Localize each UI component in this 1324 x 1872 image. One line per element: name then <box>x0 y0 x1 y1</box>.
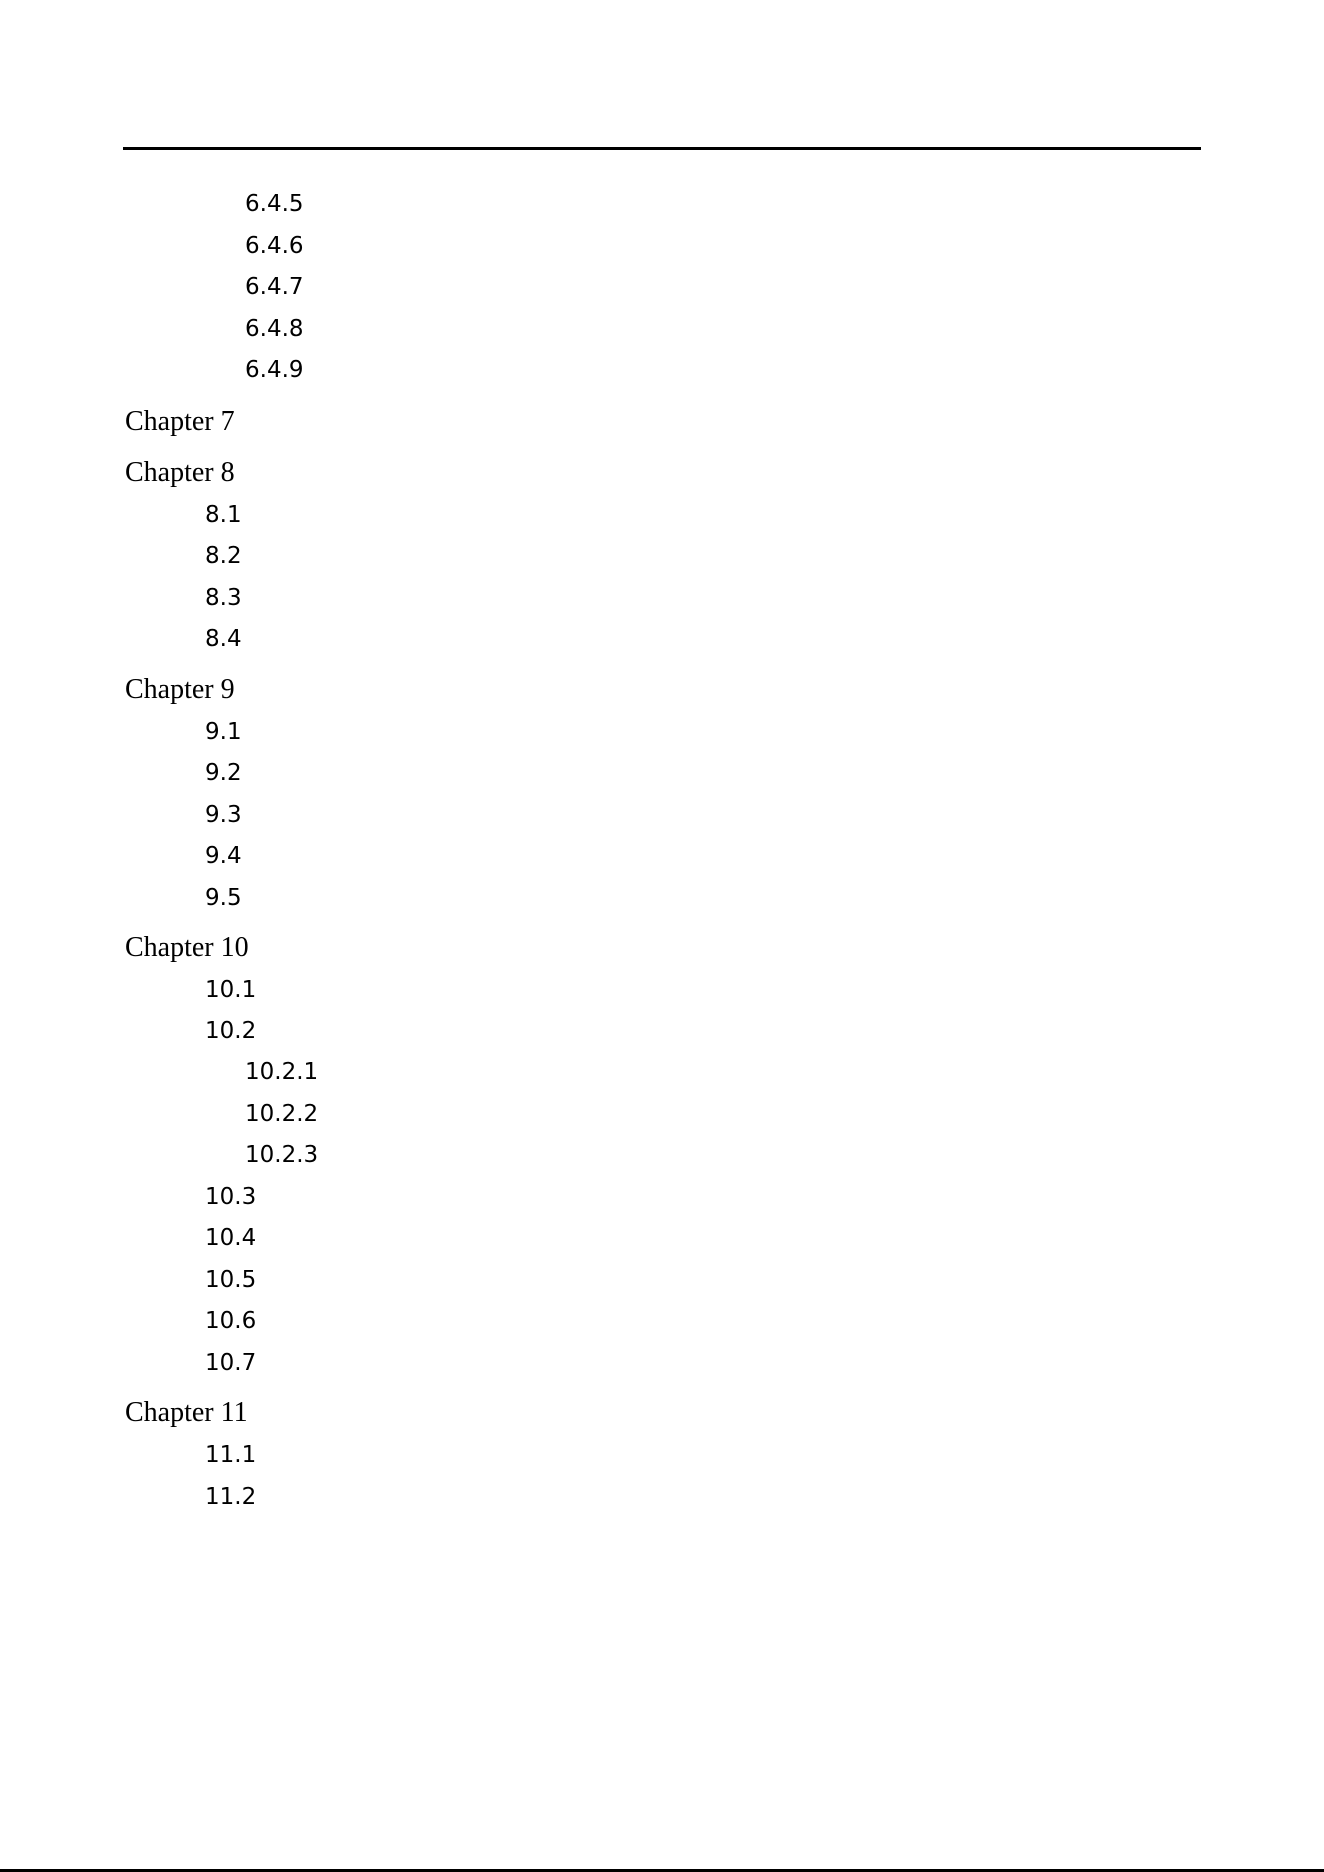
toc-entry-section[interactable]: 10.7 <box>205 1350 257 1376</box>
toc-entry-section[interactable]: 9.3 <box>205 802 242 828</box>
toc-entry-chapter[interactable]: Chapter 7 <box>125 406 235 437</box>
toc-entry-section[interactable]: 8.2 <box>205 543 242 569</box>
toc-entry-section[interactable]: 10.4 <box>205 1225 257 1251</box>
toc-entry-chapter[interactable]: Chapter 10 <box>125 932 249 963</box>
toc-entry-section[interactable]: 10.3 <box>205 1184 257 1210</box>
toc-entry-section[interactable]: 8.3 <box>205 585 242 611</box>
header-rule <box>123 147 1201 150</box>
toc-entry-chapter[interactable]: Chapter 8 <box>125 457 235 488</box>
toc-entry-section[interactable]: 10.2 <box>205 1018 257 1044</box>
toc-entry-subsection[interactable]: 6.4.8 <box>245 316 304 342</box>
toc-entry-subsection[interactable]: 10.2.2 <box>245 1101 319 1127</box>
toc-entry-section[interactable]: 8.1 <box>205 502 242 528</box>
toc-entry-section[interactable]: 9.4 <box>205 843 242 869</box>
toc-entry-chapter[interactable]: Chapter 11 <box>125 1397 248 1428</box>
toc-entry-subsection[interactable]: 6.4.9 <box>245 357 304 383</box>
toc-entry-section[interactable]: 11.2 <box>205 1484 257 1510</box>
toc-entry-subsection[interactable]: 6.4.5 <box>245 191 304 217</box>
toc-entry-subsection[interactable]: 6.4.7 <box>245 274 304 300</box>
toc-entry-chapter[interactable]: Chapter 9 <box>125 674 235 705</box>
toc-entry-section[interactable]: 10.6 <box>205 1308 257 1334</box>
toc-entry-subsection[interactable]: 6.4.6 <box>245 233 304 259</box>
toc-entry-section[interactable]: 8.4 <box>205 626 242 652</box>
toc-entry-subsection[interactable]: 10.2.3 <box>245 1142 319 1168</box>
toc-entry-section[interactable]: 9.2 <box>205 760 242 786</box>
toc-entry-section[interactable]: 10.5 <box>205 1267 257 1293</box>
toc-entry-subsection[interactable]: 10.2.1 <box>245 1059 319 1085</box>
toc-entry-section[interactable]: 9.5 <box>205 885 242 911</box>
toc-entry-section[interactable]: 9.1 <box>205 719 242 745</box>
toc-entry-section[interactable]: 10.1 <box>205 977 257 1003</box>
toc-entry-section[interactable]: 11.1 <box>205 1442 257 1468</box>
